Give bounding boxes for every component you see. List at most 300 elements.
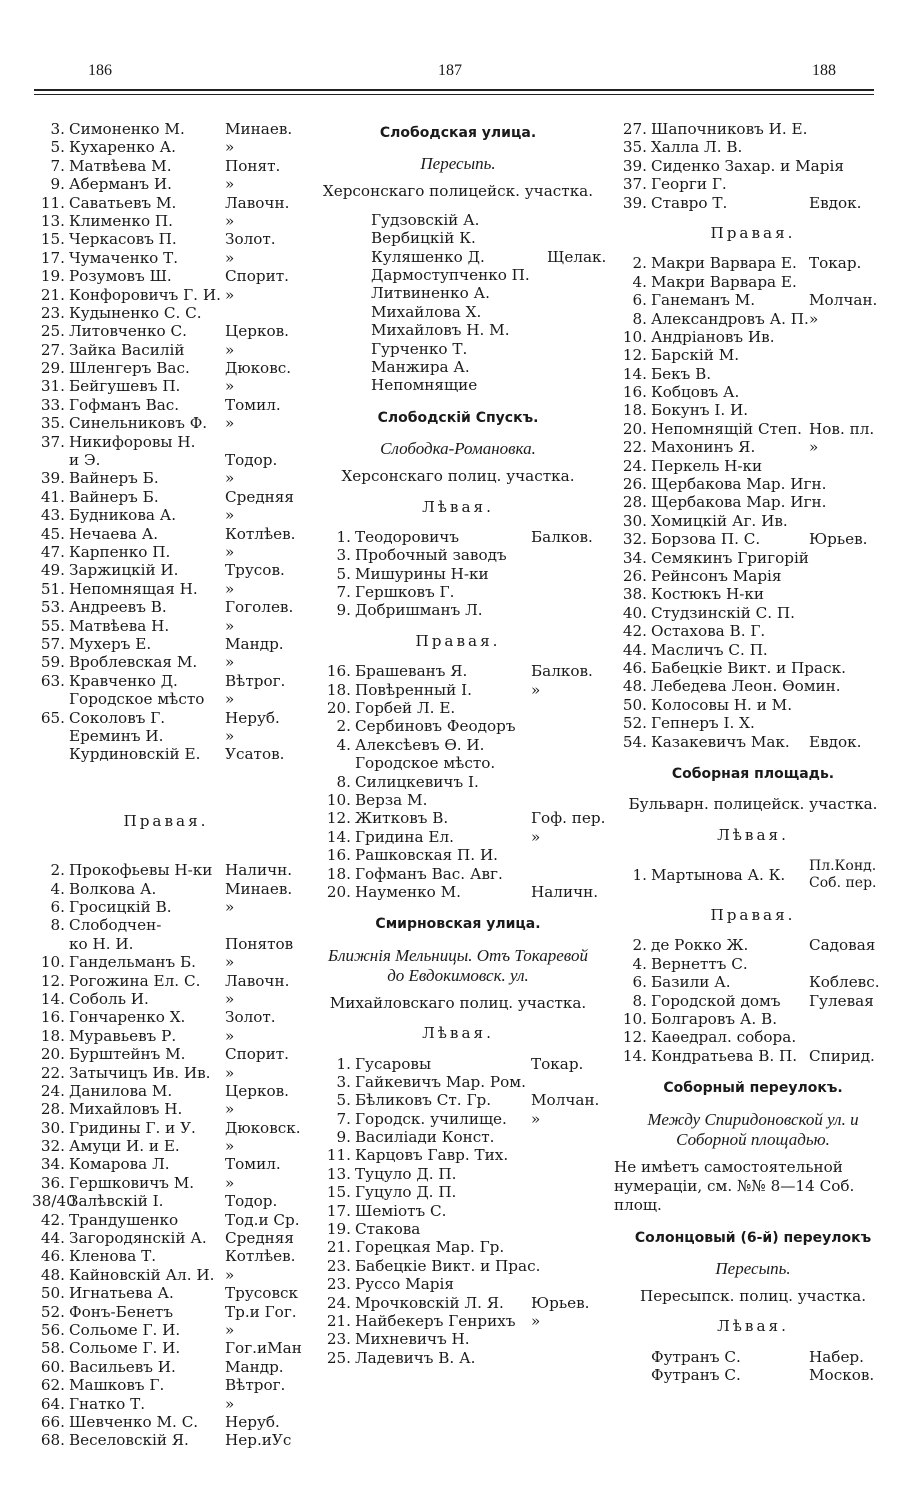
house-number: 37. — [40, 432, 65, 451]
cross-street: » — [225, 1321, 235, 1339]
list-item — [614, 530, 892, 548]
owner-name: Гусаровы — [355, 1054, 432, 1073]
owner-name: Сербиновъ Феодоръ — [355, 717, 516, 736]
owner-name: Вербицкій К. — [371, 229, 476, 248]
owner-name: Теодоровичъ — [355, 527, 459, 546]
list-item — [614, 955, 892, 973]
list-item — [614, 622, 892, 640]
list-item — [318, 791, 598, 809]
entries-list — [318, 1055, 598, 1368]
district-label: Ближнія Мельницы. Отъ Токаревой до Евдокимовск. ул. — [328, 945, 588, 985]
list-item — [32, 249, 300, 267]
house-number: 33. — [40, 395, 65, 414]
list-item — [318, 528, 598, 546]
owner-name: Щербакова Мар. Игн. — [651, 493, 827, 512]
list-item — [614, 677, 892, 695]
house-number: 18. — [326, 864, 351, 883]
entries-list — [614, 120, 892, 212]
owner-name: Непомнящая Н. — [69, 579, 198, 598]
cross-street: » — [225, 1137, 235, 1156]
owner-name: Каѳедрал. собора. — [651, 1028, 797, 1047]
list-item — [32, 396, 300, 414]
cross-street: » — [531, 827, 541, 846]
list-item — [318, 229, 598, 247]
owner-name: Литвиненко А. — [371, 284, 490, 303]
house-number: 24. — [40, 1081, 65, 1100]
owner-name: Мрочковскій Л. Я. — [355, 1293, 504, 1312]
owner-name: Масличъ С. П. — [651, 640, 768, 659]
owner-name: Михневичъ Н. — [355, 1330, 470, 1349]
owner-name: Вайнеръ Б. — [69, 487, 159, 506]
house-number: 42. — [622, 622, 647, 641]
house-number: 44. — [622, 640, 647, 659]
cross-street: Усатов. — [225, 745, 285, 764]
entries-list — [32, 861, 300, 1450]
house-number: 7. — [50, 156, 65, 175]
owner-name: Хомицкій Аг. Ив. — [651, 511, 788, 530]
cross-street: Мандр. — [225, 634, 284, 653]
side-label-left: Лѣвая. — [422, 497, 494, 516]
owner-name: Макри Варвара Е. — [651, 254, 797, 273]
column-2 — [318, 120, 607, 1367]
cross-street: » — [225, 414, 235, 433]
owner-name: Соколовъ Г. — [69, 708, 166, 727]
house-number: 22. — [622, 438, 647, 457]
owner-name: Курдиновскій Е. — [69, 745, 201, 764]
house-number: 3. — [336, 1072, 351, 1091]
house-number — [32, 727, 69, 745]
list-item — [614, 493, 892, 511]
list-item — [318, 662, 598, 680]
house-number: 32. — [622, 530, 647, 549]
entries-list — [614, 1348, 892, 1385]
owner-name: Георги Г. — [651, 175, 727, 194]
owner-name: Андріановъ Ив. — [651, 327, 775, 346]
owner-name: Пробочный заводъ — [355, 546, 507, 565]
cross-street: Гоф. пер. — [531, 809, 606, 828]
house-number: 20. — [326, 882, 351, 901]
house-number: 26. — [622, 566, 647, 585]
owner-name: Розумовъ Ш. — [69, 267, 172, 286]
owner-name: Матвѣева М. — [69, 156, 172, 175]
owner-name: Затычицъ Ив. Ив. — [69, 1063, 211, 1082]
house-number: 9. — [336, 601, 351, 620]
list-item — [32, 157, 300, 175]
house-number: 18. — [622, 401, 647, 420]
cross-street-1: Пл.Конд. — [809, 858, 877, 875]
owner-name: де Рокко Ж. — [651, 936, 749, 955]
list-item — [614, 1010, 892, 1028]
house-number — [318, 358, 355, 376]
list-item — [614, 1028, 892, 1046]
cross-street: Тодор. — [225, 1192, 278, 1211]
list-item — [614, 194, 892, 212]
owner-name: Бабецкіе Викт. и Прас. — [355, 1256, 541, 1275]
house-number: 10. — [622, 327, 647, 346]
list-item — [318, 736, 598, 754]
list-item — [32, 916, 300, 934]
house-number: 50. — [40, 1284, 65, 1303]
owner-name: Кудыненко С. С. — [69, 303, 202, 322]
list-item — [32, 898, 300, 916]
house-number: 26. — [622, 475, 647, 494]
district-label: Пересыпь. — [420, 154, 496, 174]
cross-street: Москов. — [809, 1366, 875, 1385]
house-number: 13. — [40, 211, 65, 230]
house-number: 10. — [326, 790, 351, 809]
owner-name: Сиденко Захар. и Марія — [651, 156, 844, 175]
house-number: 23. — [326, 1275, 351, 1294]
district-label: Слободка-Романовка. — [380, 439, 536, 459]
house-number — [32, 690, 69, 708]
owner-name: Саватьевъ М. — [69, 193, 177, 212]
list-item — [32, 1155, 300, 1173]
owner-name: Махонинъ Я. — [651, 438, 756, 457]
owner-name: Руссо Марія — [355, 1275, 454, 1294]
house-number: 6. — [632, 291, 647, 310]
house-number: 12. — [622, 1028, 647, 1047]
list-item — [32, 230, 300, 248]
cross-street: Церков. — [225, 1081, 289, 1100]
owner-name: Семякинъ Григорій — [651, 548, 809, 567]
list-item — [32, 1064, 300, 1082]
list-item — [318, 358, 598, 376]
house-number: 12. — [326, 809, 351, 828]
entries-list — [318, 528, 598, 620]
list-item — [32, 580, 300, 598]
list-item — [32, 543, 300, 561]
list-item — [32, 1229, 300, 1247]
owner-name: Гурченко Т. — [371, 339, 468, 358]
owner-name: Гершковичъ М. — [69, 1173, 195, 1192]
house-number — [318, 340, 355, 358]
owner-name: Мухеръ Е. — [69, 634, 152, 653]
owner-name: Гуцуло Д. П. — [355, 1183, 457, 1202]
owner-name: Добришманъ Л. — [355, 601, 483, 620]
list-item — [318, 828, 598, 846]
cross-street: » — [225, 616, 235, 635]
house-number: 2. — [632, 936, 647, 955]
cross-street: Евдок. — [809, 732, 862, 751]
list-item — [614, 328, 892, 346]
list-item — [318, 1330, 598, 1348]
cross-street: Юрьев. — [531, 1293, 590, 1312]
list-item — [614, 641, 892, 659]
note-text: Не имѣетъ самостоятельной нумераціи, см. №№ 8—14 Соб. площ. — [614, 1157, 855, 1214]
owner-name: Болгаровъ А. В. — [651, 1010, 778, 1029]
list-item — [32, 1321, 300, 1339]
owner-name: Повѣренный І. — [355, 680, 472, 699]
owner-name: Городское мѣсто. — [355, 754, 496, 773]
house-number: 46. — [40, 1247, 65, 1266]
cross-street: Дюковс. — [225, 359, 292, 378]
house-number: 7. — [336, 1109, 351, 1128]
list-item — [32, 727, 300, 745]
house-number: 2. — [50, 861, 65, 880]
owner-name: ко Н. И. — [69, 934, 134, 953]
house-number: 38. — [622, 585, 647, 604]
house-number: 36. — [40, 1173, 65, 1192]
house-number: 10. — [40, 953, 65, 972]
page-number-right: 188 — [812, 62, 836, 79]
cross-street: Вѣтрог. — [225, 1376, 286, 1395]
cross-street: » — [225, 1100, 235, 1119]
house-number: 50. — [622, 695, 647, 714]
house-number: 14. — [40, 989, 65, 1008]
house-number: 21. — [326, 1238, 351, 1257]
cross-street: » — [225, 579, 235, 598]
owner-name: Кайновскій Ал. И. — [69, 1265, 215, 1284]
owner-name: Ереминъ И. — [69, 726, 164, 745]
list-item — [318, 247, 607, 266]
house-number: 59. — [40, 653, 65, 672]
owner-name: Халла Л. В. — [651, 138, 743, 157]
cross-street: » — [225, 726, 235, 745]
owner-name: Будникова А. — [69, 506, 177, 525]
house-number: 19. — [40, 267, 65, 286]
owner-name: Куляшенко Д. — [371, 247, 485, 266]
entries-list — [614, 254, 892, 751]
house-number: 11. — [40, 193, 65, 212]
owner-name: Комарова Л. — [69, 1155, 170, 1174]
owner-name: Футранъ С. — [651, 1347, 741, 1366]
owner-name: Борзова П. С. — [651, 530, 761, 549]
owner-name: и Э. — [69, 451, 101, 470]
list-item — [614, 420, 892, 438]
owner-name: Перкель Н-ки — [651, 456, 763, 475]
owner-name: Горецкая Мар. Гр. — [355, 1238, 505, 1257]
list-item — [318, 846, 598, 864]
list-item — [32, 304, 300, 322]
house-number: 4. — [50, 879, 65, 898]
list-item — [32, 935, 300, 953]
house-number: 6. — [50, 898, 65, 917]
owner-name: Александровъ А. П. — [651, 309, 809, 328]
house-number: 15. — [40, 230, 65, 249]
house-number: 20. — [622, 419, 647, 438]
house-number: 28. — [622, 493, 647, 512]
owner-name: Кленова Т. — [69, 1247, 157, 1266]
list-item — [32, 672, 300, 690]
cross-street: Спорит. — [225, 267, 289, 286]
house-number: 1. — [336, 1054, 351, 1073]
page-number-left: 186 — [88, 62, 112, 79]
cross-street: » — [809, 438, 819, 457]
list-item — [614, 457, 892, 475]
house-number: 23. — [326, 1256, 351, 1275]
house-number: 43. — [40, 506, 65, 525]
list-item — [318, 1073, 598, 1091]
owner-name: Рашковская П. И. — [355, 846, 499, 865]
cross-street: Наличн. — [225, 861, 293, 880]
owner-name: Остахова В. Г. — [651, 622, 766, 641]
list-item — [614, 438, 892, 456]
owner-name: Бабецкіе Викт. и Праск. — [651, 658, 846, 677]
owner-name: Щербакова Мар. Игн. — [651, 475, 827, 494]
list-item — [614, 549, 892, 567]
list-item — [32, 1303, 300, 1321]
house-number — [614, 1348, 651, 1366]
owner-name: Аберманъ И. — [69, 175, 172, 194]
cross-street: Токар. — [809, 254, 862, 273]
list-item — [32, 1174, 300, 1192]
owner-name: Муравьевъ Р. — [69, 1026, 177, 1045]
list-item — [32, 1413, 300, 1431]
cross-street: Коблевс. — [809, 973, 880, 992]
list-item — [32, 451, 300, 469]
cross-street: Котлѣев. — [225, 1247, 296, 1266]
police-precinct: Михайловскаго полиц. участка. — [329, 993, 587, 1012]
house-number: 27. — [40, 340, 65, 359]
owner-name: Гудзовскій А. — [371, 210, 480, 229]
list-item — [318, 681, 598, 699]
list-item — [614, 856, 892, 894]
side-label-right: Правая. — [123, 812, 209, 831]
house-number — [318, 754, 355, 772]
owner-name: Клименко П. — [69, 211, 173, 230]
list-item — [32, 506, 300, 524]
owner-name: Шеміотъ С. — [355, 1201, 447, 1220]
house-number: 35. — [40, 414, 65, 433]
owner-name: Шевченко М. С. — [69, 1412, 199, 1431]
cross-street-2: Соб. пер. — [809, 875, 877, 892]
list-item — [614, 1348, 892, 1366]
owner-name: Волкова А. — [69, 879, 157, 898]
list-item — [318, 1183, 598, 1201]
list-item — [32, 1100, 300, 1118]
owner-name: Городск. училище. — [355, 1109, 507, 1128]
owner-name: Бейгушевъ П. — [69, 377, 181, 396]
owner-name: Непомнящій Степ. — [651, 419, 802, 438]
cross-street: » — [809, 309, 819, 328]
list-item — [318, 809, 606, 828]
cross-street: Тодор. — [225, 451, 278, 470]
house-number: 21. — [40, 285, 65, 304]
house-number: 29. — [40, 359, 65, 378]
list-item — [318, 883, 598, 901]
house-number: 23. — [40, 303, 65, 322]
house-number: 46. — [622, 658, 647, 677]
house-number: 31. — [40, 377, 65, 396]
house-number: 16. — [326, 662, 351, 681]
police-precinct: Херсонскаго полиц. участка. — [341, 467, 575, 486]
cross-street: Молчан. — [809, 291, 878, 310]
house-number: 5. — [50, 138, 65, 157]
house-number — [318, 211, 355, 229]
list-item — [318, 1238, 598, 1256]
cross-street: Неруб. — [225, 708, 280, 727]
cross-street: Токар. — [531, 1054, 584, 1073]
owner-name: Вернеттъ С. — [651, 954, 748, 973]
house-number: 30. — [40, 1118, 65, 1137]
owner-name: Матвѣева Н. — [69, 616, 170, 635]
house-number — [318, 376, 355, 394]
owner-name: Бѣликовъ Ст. Гр. — [355, 1091, 492, 1110]
owner-name: Михайлова Х. — [371, 302, 482, 321]
house-number: 35. — [622, 138, 647, 157]
house-number: 49. — [40, 561, 65, 580]
list-item — [318, 717, 598, 735]
list-item — [32, 690, 300, 708]
owner-name: Шапочниковъ И. Е. — [651, 120, 808, 138]
street-heading: Соборная площадь. — [671, 765, 835, 782]
list-item — [318, 266, 598, 284]
cross-street: » — [225, 1063, 235, 1082]
house-number: 18. — [326, 680, 351, 699]
house-number: 10. — [622, 1010, 647, 1029]
list-item — [32, 414, 300, 432]
house-number: 42. — [40, 1210, 65, 1229]
house-number: 19. — [326, 1220, 351, 1239]
house-number: 68. — [40, 1431, 65, 1450]
cross-street: » — [225, 542, 235, 561]
list-item — [614, 659, 892, 677]
owner-name: Василіади Конст. — [355, 1128, 495, 1147]
owner-name: Соболь И. — [69, 989, 149, 1008]
house-number: 58. — [40, 1339, 65, 1358]
cross-street: Томил. — [225, 1155, 281, 1174]
cross-street: » — [225, 1026, 235, 1045]
cross-street: » — [225, 953, 235, 972]
owner-name: Залѣвскій І. — [69, 1192, 164, 1211]
house-number: 16. — [40, 1008, 65, 1027]
owner-name: Трандушенко — [69, 1210, 179, 1229]
owner-name: Силицкевичъ І. — [355, 772, 479, 791]
list-item — [614, 383, 892, 401]
list-item — [614, 512, 892, 530]
street-heading: Слободская улица. — [379, 125, 537, 141]
cross-street: » — [225, 1173, 235, 1192]
house-number: 44. — [40, 1229, 65, 1248]
list-item — [318, 284, 598, 302]
owner-name: Андреевъ В. — [69, 598, 167, 617]
list-item — [32, 286, 300, 304]
list-item — [32, 653, 300, 671]
list-item — [318, 211, 598, 229]
owner-name: Карпенко П. — [69, 542, 171, 561]
list-item — [32, 635, 300, 653]
cross-street: Средняя — [225, 1229, 294, 1248]
house-number — [614, 1366, 651, 1384]
house-number: 8. — [632, 991, 647, 1010]
owner-name: Синельниковъ Ф. — [69, 414, 208, 433]
house-number: 25. — [40, 322, 65, 341]
list-item — [318, 340, 598, 358]
list-item — [32, 120, 300, 138]
owner-name: Городской домъ — [651, 991, 781, 1010]
list-item — [614, 254, 892, 272]
owner-name: Гепнеръ І. Х. — [651, 714, 755, 733]
list-item — [614, 936, 892, 954]
owner-name: Конфоровичъ Г. И. — [69, 285, 221, 304]
list-item — [318, 1220, 598, 1238]
list-item — [318, 1294, 598, 1312]
house-number: 16. — [326, 846, 351, 865]
cross-street: » — [531, 680, 541, 699]
owner-name: Казакевичъ Мак. — [651, 732, 790, 751]
cross-street: » — [531, 1109, 541, 1128]
cross-street: Нер.иУс — [225, 1431, 292, 1450]
cross-street: » — [225, 285, 235, 304]
list-item — [318, 1146, 598, 1164]
owner-name: Вайнеръ Б. — [69, 469, 159, 488]
cross-street: Гулевая — [809, 991, 874, 1010]
house-number: 4. — [632, 272, 647, 291]
list-item — [614, 567, 892, 585]
list-item — [318, 1349, 598, 1367]
house-number: 37. — [622, 175, 647, 194]
list-item — [318, 1202, 598, 1220]
